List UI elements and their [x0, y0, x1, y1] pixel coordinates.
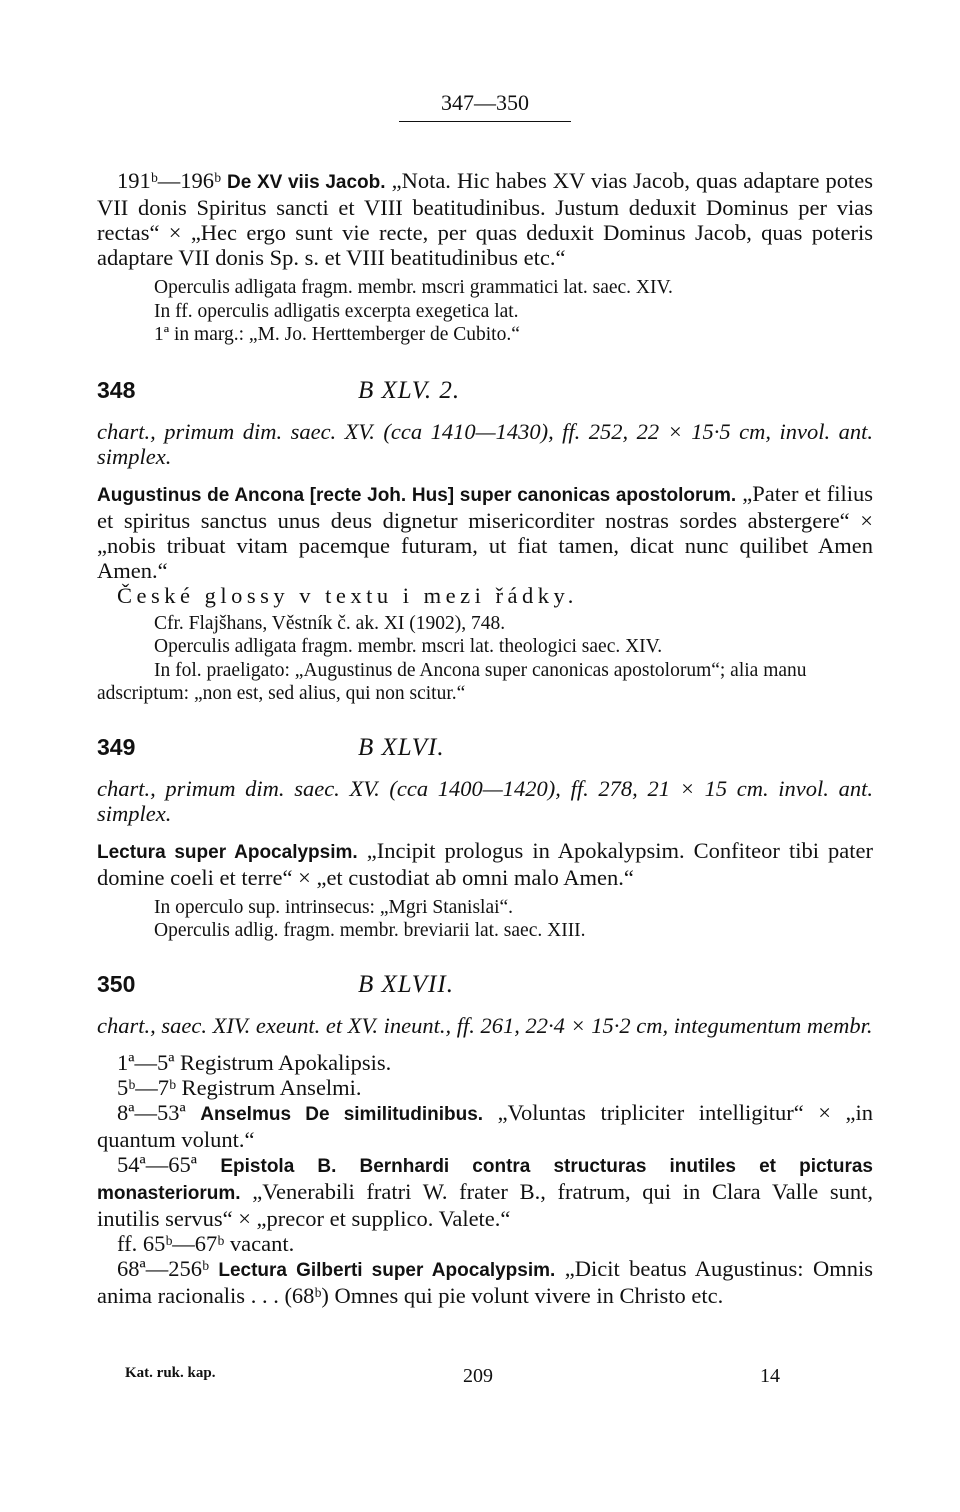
incipit-text: „Pater et filius et spiritus sanctus unus deus dignetur misericorditer nostras sordes abstergere“ × „nobis tribuat vitam pacemque futuram, ut fiat tamen, dicat nunc quilibet Amen Amen.“ [97, 480, 873, 583]
work-title: Augustinus de Ancona [recte Joh. Hus] super canonicas apostolorum. [97, 484, 737, 506]
note: Operculis adligata fragm. membr. mscri lat. theologici saec. XIV. [154, 636, 663, 657]
shelfmark: B XLVI. [358, 733, 445, 761]
incipit-text: „Nota. Hic habes XV vias Jacob, quas adaptare potes VII donis Spiritus sancti et VIII beatitudinibus. Justum deduxit Dominus per vias rectas“ × „Hec ergo sunt vie recte, per quas deduxit Dominus Jacob, quas poteris adaptare VII donis Sp. s. et VIII beatitudinibus etc.“ [97, 168, 873, 270]
physical-description: chart., primum dim. saec. XV. (cca 1400—1420), ff. 278, 21 × 15 cm. invol. ant. simplex. [97, 775, 873, 826]
entry-text [97, 481, 873, 583]
work-title: Lectura Gilberti super Apocalypsim. [218, 1259, 556, 1281]
running-header: 347—350 [399, 90, 571, 122]
incipit-text: „Dicit beatus Augustinus: Omnis anima racionalis . . . (68ᵇ) Omnes qui pie volunt vivere in Christo etc. [97, 1255, 873, 1308]
physical-description: chart., saec. XIV. exeunt. et XV. ineunt., ff. 261, 22·4 × 15·2 cm, integumentum membr. [97, 1012, 873, 1038]
work-title: Epistola B. Bernhardi contra structuras inutiles et picturas monasteriorum. [97, 1155, 874, 1204]
note: In fol. praeligato: „Augustinus de Ancona super canonicas apostolorum“; alia manu adscriptum: „non est, sed alius, qui non scitur.“ [97, 659, 807, 704]
note: 1ª in marg.: „M. Jo. Herttemberger de Cubito.“ [154, 324, 520, 345]
work-title: Anselmus De similitudinibus. [200, 1103, 484, 1125]
folio-ref: 8ª—53ª [117, 1099, 186, 1125]
shelfmark: B XLVII. [358, 970, 454, 998]
entry-heading [97, 377, 873, 405]
entry-heading [97, 734, 873, 762]
work-title: De XV viis Jacob. [226, 172, 386, 193]
content-line [97, 1256, 873, 1308]
entry-text [97, 838, 873, 890]
note: Operculis adlig. fragm. membr. breviarii lat. saec. XIII. [154, 920, 586, 941]
folio-ref: 191ᵇ—196ᵇ [117, 168, 221, 193]
note: In operculo sup. intrinsecus: „Mgri Stanislai“. [154, 896, 514, 918]
entry-number: 350 [97, 970, 136, 997]
czech-note: České glossy v textu i mezi řádky. [117, 582, 578, 608]
page-number: 209 [463, 1365, 493, 1387]
content-line: 1ª—5ª Registrum Apokalipsis. [117, 1049, 392, 1075]
sheet-number: 14 [760, 1365, 780, 1387]
incipit-text: „Voluntas tripliciter intelligitur“ × „in quantum volunt.“ [97, 1099, 873, 1152]
page-body [97, 80, 873, 1308]
entry-number: 349 [97, 733, 136, 760]
note: Operculis adligata fragm. membr. mscri grammatici lat. saec. XIV. [154, 277, 673, 298]
work-title: Lectura super Apocalypsim. [97, 841, 358, 863]
content-line: 5ᵇ—7ᵇ Registrum Anselmi. [117, 1074, 362, 1100]
incipit-text: „Incipit prologus in Apokalypsim. Confiteor tibi pater domine coeli et terre“ × „et custodiat ab omni malo Amen.“ [97, 837, 873, 890]
page-footer [97, 1365, 797, 1391]
folio-ref: 68ª—256ᵇ [117, 1255, 209, 1281]
content-line [97, 1152, 873, 1231]
physical-description: chart., primum dim. saec. XV. (cca 1410—1430), ff. 252, 22 × 15·5 cm, invol. ant. simplex. [97, 418, 873, 469]
note: In ff. operculis adligatis excerpta exegetica lat. [154, 300, 519, 322]
footer-signature: Kat. ruk. kap. [125, 1365, 216, 1381]
folio-ref: 54ª—65ª [117, 1151, 197, 1177]
content-line [97, 1100, 873, 1152]
intro-paragraph [97, 168, 873, 270]
content-line: ff. 65ᵇ—67ᵇ vacant. [117, 1230, 295, 1256]
entry-heading [97, 971, 873, 999]
note: Cfr. Flajšhans, Věstník č. ak. XI (1902), 748. [154, 612, 506, 634]
entry-number: 348 [97, 376, 136, 403]
incipit-text: „Venerabili fratri W. frater B., fratrum, qui in Clara Valle sunt, inutilis servus“ × „precor et supplico. Valete.“ [97, 1178, 874, 1231]
shelfmark: B XLV. 2. [358, 376, 461, 404]
